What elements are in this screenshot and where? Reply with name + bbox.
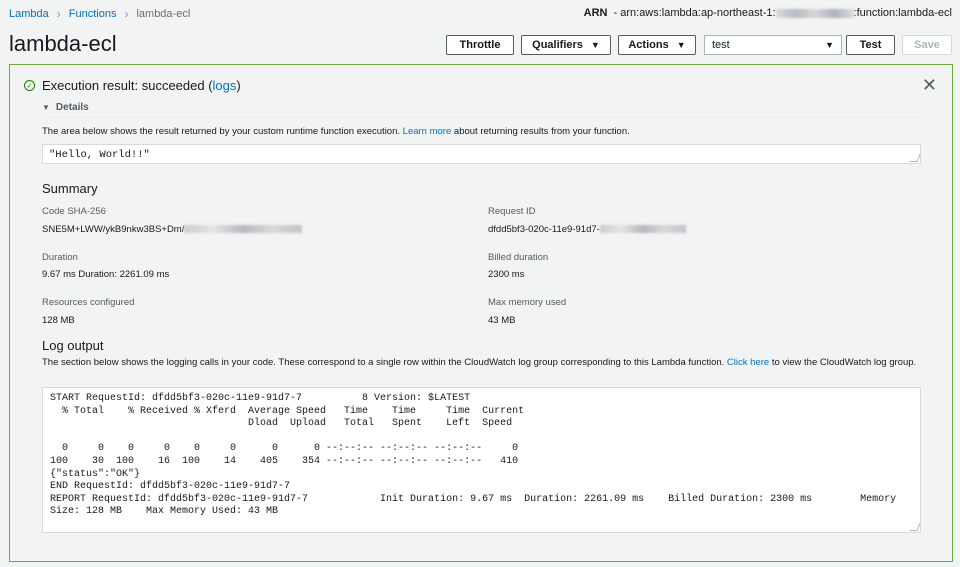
billed-duration-value: 2300 ms — [488, 269, 525, 280]
resources-configured-value: 128 MB — [42, 315, 75, 326]
resize-handle-icon[interactable] — [910, 154, 921, 162]
log-line: REPORT RequestId: dfdd5bf3-020c-11e9-91d7-7 Init Duration: 9.67 ms Duration: 2261.09 ms Billed Duration: 2300 ms Memory — [50, 493, 897, 505]
log-line — [50, 431, 913, 444]
qualifiers-label: Qualifiers — [532, 39, 583, 51]
test-event-select[interactable] — [704, 35, 842, 55]
max-memory-value: 43 MB — [488, 315, 516, 326]
log-description-text: The section below shows the logging calls in your code. These correspond to a single row within the CloudWatch log group corresponding to this Lambda function. — [42, 357, 725, 368]
request-id-text: dfdd5bf3-020c-11e9-91d7- — [488, 224, 600, 235]
caret-down-icon: ▼ — [590, 40, 600, 50]
redacted-request-id — [600, 225, 686, 233]
page-title: lambda-ecl — [9, 31, 117, 56]
result-title-end: ) — [236, 78, 241, 93]
arn-prefix: - arn:aws:lambda:ap-northeast-1: — [613, 7, 776, 19]
chevron-right-icon: › — [56, 7, 61, 21]
max-memory-label: Max memory used — [488, 297, 567, 308]
close-icon[interactable]: ✕ — [921, 75, 937, 95]
test-button[interactable] — [846, 35, 895, 55]
code-sha-label: Code SHA-256 — [42, 206, 106, 217]
test-event-value: test — [712, 39, 730, 51]
request-id-label: Request ID — [488, 206, 536, 217]
details-label: Details — [55, 102, 89, 113]
actions-label: Actions — [628, 39, 669, 51]
result-description-text-2: about returning results from your function. — [453, 126, 630, 137]
duration-label: Duration — [42, 252, 78, 263]
result-description — [42, 126, 630, 137]
arn-display — [584, 7, 952, 19]
summary-heading: Summary — [42, 181, 98, 196]
log-line: Dload Upload Total Spent Left Speed — [50, 418, 513, 430]
result-output-text: "Hello, World!!" — [49, 149, 150, 161]
execution-result-title — [42, 78, 241, 93]
log-line: Size: 128 MB Max Memory Used: 43 MB — [50, 506, 279, 518]
log-line: END RequestId: dfdd5bf3-020c-11e9-91d7-7 — [50, 481, 291, 493]
log-description-text-2: to view the CloudWatch log group. — [771, 357, 917, 368]
resources-configured-label: Resources configured — [42, 297, 135, 308]
log-output-textarea[interactable] — [42, 387, 921, 533]
log-line: 0 0 0 0 0 0 0 0 --:--:-- --:--:-- --:--:-- 0 — [50, 443, 519, 455]
divider — [42, 117, 922, 118]
details-toggle[interactable] — [42, 102, 89, 113]
throttle-button[interactable] — [446, 35, 514, 55]
log-line: {"status":"OK"} — [50, 468, 141, 480]
request-id-value — [488, 224, 686, 235]
code-sha-value — [42, 224, 302, 235]
log-description — [42, 356, 922, 370]
learn-more-link[interactable]: Learn more — [402, 126, 452, 137]
log-output-heading: Log output — [42, 338, 104, 353]
result-title-text: Execution result: succeeded ( — [42, 78, 213, 93]
billed-duration-label: Billed duration — [488, 252, 549, 263]
breadcrumb-lambda[interactable]: Lambda — [9, 8, 49, 20]
chevron-right-icon: › — [124, 7, 129, 21]
actions-button[interactable] — [618, 35, 696, 55]
execution-result-header — [24, 78, 241, 93]
redacted-account-id — [776, 9, 854, 18]
log-line: 100 30 100 16 100 14 405 354 --:--:-- --:--:-- --:--:-- 410 — [50, 455, 519, 467]
redacted-hash — [184, 225, 302, 233]
breadcrumb-current: lambda-ecl — [136, 8, 191, 20]
log-line: START RequestId: dfdd5bf3-020c-11e9-91d7-7 8 Version: $LATEST — [50, 393, 471, 404]
throttle-label: Throttle — [459, 39, 501, 51]
duration-value: 9.67 ms Duration: 2261.09 ms — [42, 269, 170, 280]
breadcrumb-functions[interactable]: Functions — [68, 8, 117, 20]
logs-link[interactable]: logs — [212, 78, 237, 93]
save-button[interactable] — [902, 35, 952, 55]
result-output-textarea[interactable] — [42, 144, 921, 164]
save-label: Save — [914, 39, 940, 51]
arn-suffix: :function:lambda-ecl — [853, 7, 952, 19]
execution-result-panel — [9, 64, 953, 562]
caret-down-icon: ▼ — [676, 40, 686, 50]
test-label: Test — [859, 39, 882, 51]
breadcrumb — [9, 7, 190, 21]
resize-handle-icon[interactable] — [910, 523, 921, 531]
result-description-text: The area below shows the result returned by your custom runtime function execution. — [42, 126, 401, 137]
log-line: % Total % Received % Xferd Average Speed Time Time Time Current — [50, 405, 525, 417]
cloudwatch-link[interactable]: Click here — [726, 357, 770, 368]
arn-label: ARN — [583, 7, 608, 19]
qualifiers-button[interactable] — [521, 35, 611, 55]
success-check-icon: ✓ — [24, 80, 35, 91]
caret-down-icon: ▼ — [42, 103, 50, 112]
caret-down-icon: ▼ — [825, 40, 834, 50]
code-sha-text: SNE5M+LWW/ykB9nkw3BS+Dm/ — [42, 224, 185, 235]
